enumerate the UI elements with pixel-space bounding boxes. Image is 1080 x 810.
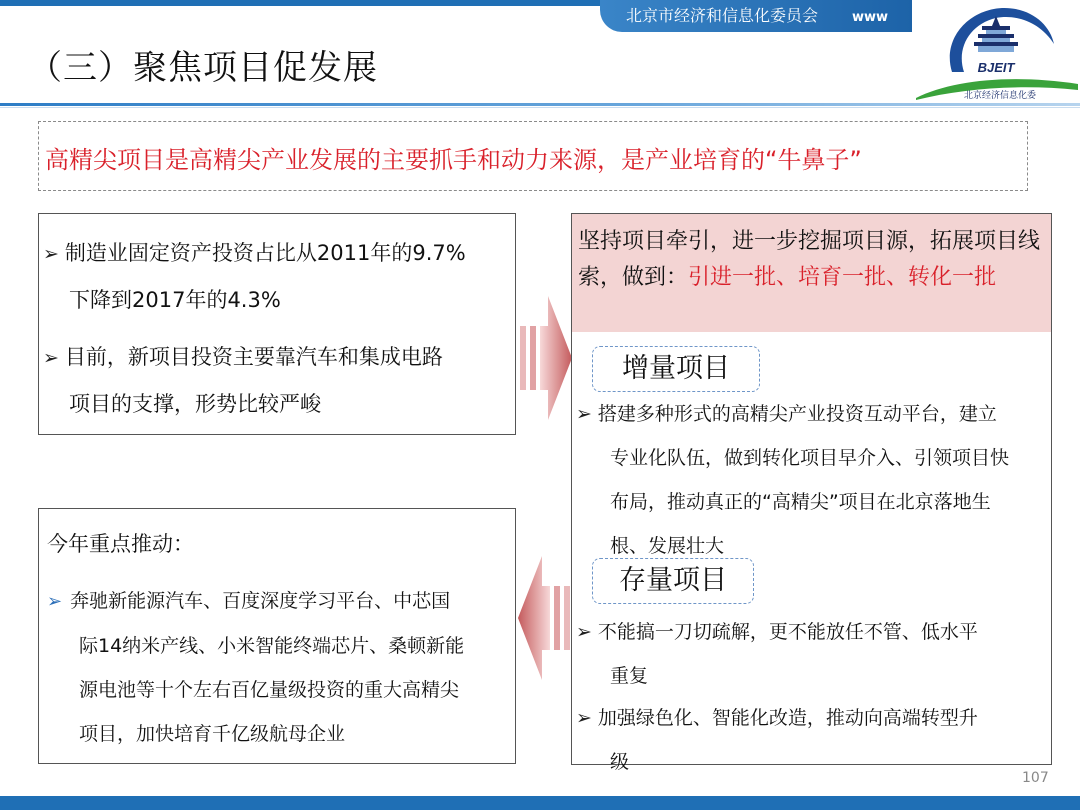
title-rule-thin: [0, 107, 1080, 108]
key-projects-heading: 今年重点推动：: [47, 532, 194, 556]
stock-project-tag: 存量项目: [592, 558, 754, 604]
list-item: ➢ 制造业固定资产投资占比从2011年的9.7% 下降到2017年的4.3%: [43, 241, 466, 312]
strategy-intro: [572, 214, 1051, 332]
incremental-project-tag: 增量项目: [592, 346, 760, 392]
list-item: ➢ 奔驰新能源汽车、百度深度学习平台、中芯国 际14纳米产线、小米智能终端芯片、桑顿新能 源电池等十个左右百亿量级投资的重大高精尖 项目，加快培育千亿级航母企业: [47, 590, 465, 745]
strategy-intro-highlight: 引进一批、培育一批、转化一批: [688, 265, 997, 290]
header-banner: [600, 0, 912, 32]
bullet-arrow-icon: ➢: [47, 591, 63, 612]
list-item: ➢ 加强绿色化、智能化改造，推动向高端转型升 级: [576, 707, 978, 773]
project-strategy-box: [571, 213, 1052, 773]
arrow-right-icon: [518, 296, 572, 420]
org-name: 北京市经济和信息化委员会: [626, 6, 819, 25]
title-rule: [0, 103, 1080, 106]
list-item: ➢ 搭建多种形式的高精尖产业投资互动平台，建立 专业化队伍，做到转化项目早介入、引领项目快 布局，推动真正的“高精尖”项目在北京落地生 根、发展壮大: [576, 403, 1010, 557]
bullet-arrow-icon: ➢: [43, 347, 59, 369]
list-item: ➢ 不能搞一刀切疏解，更不能放任不管、低水平 重复: [576, 621, 978, 687]
bullet-arrow-icon: ➢: [576, 707, 592, 729]
web-address: www: [852, 10, 889, 25]
bottom-bar: [0, 796, 1080, 810]
investment-trend-box: [38, 213, 516, 435]
bullet-arrow-icon: ➢: [576, 403, 592, 425]
key-projects-box: [38, 508, 516, 764]
list-item: ➢ 目前，新项目投资主要靠汽车和集成电路 项目的支撑，形势比较严峻: [43, 345, 443, 416]
bullet-arrow-icon: ➢: [576, 621, 592, 643]
headline-box: [38, 121, 1028, 191]
page-title: （三）聚焦项目促发展: [28, 48, 378, 88]
logo-text: BJEIT: [977, 60, 1015, 75]
headline-text: 高精尖项目是高精尖产业发展的主要抓手和动力来源，是产业培育的“牛鼻子”: [45, 146, 862, 174]
logo-subtext: 北京经济信息化委: [964, 91, 1037, 101]
strategy-intro-text: 坚持项目牵引，进一步挖掘项目源，拓展项目线索，做到：: [578, 229, 1041, 290]
page-number: 107: [1022, 770, 1049, 786]
arrow-left-icon: [518, 556, 572, 680]
bullet-arrow-icon: ➢: [43, 243, 59, 265]
